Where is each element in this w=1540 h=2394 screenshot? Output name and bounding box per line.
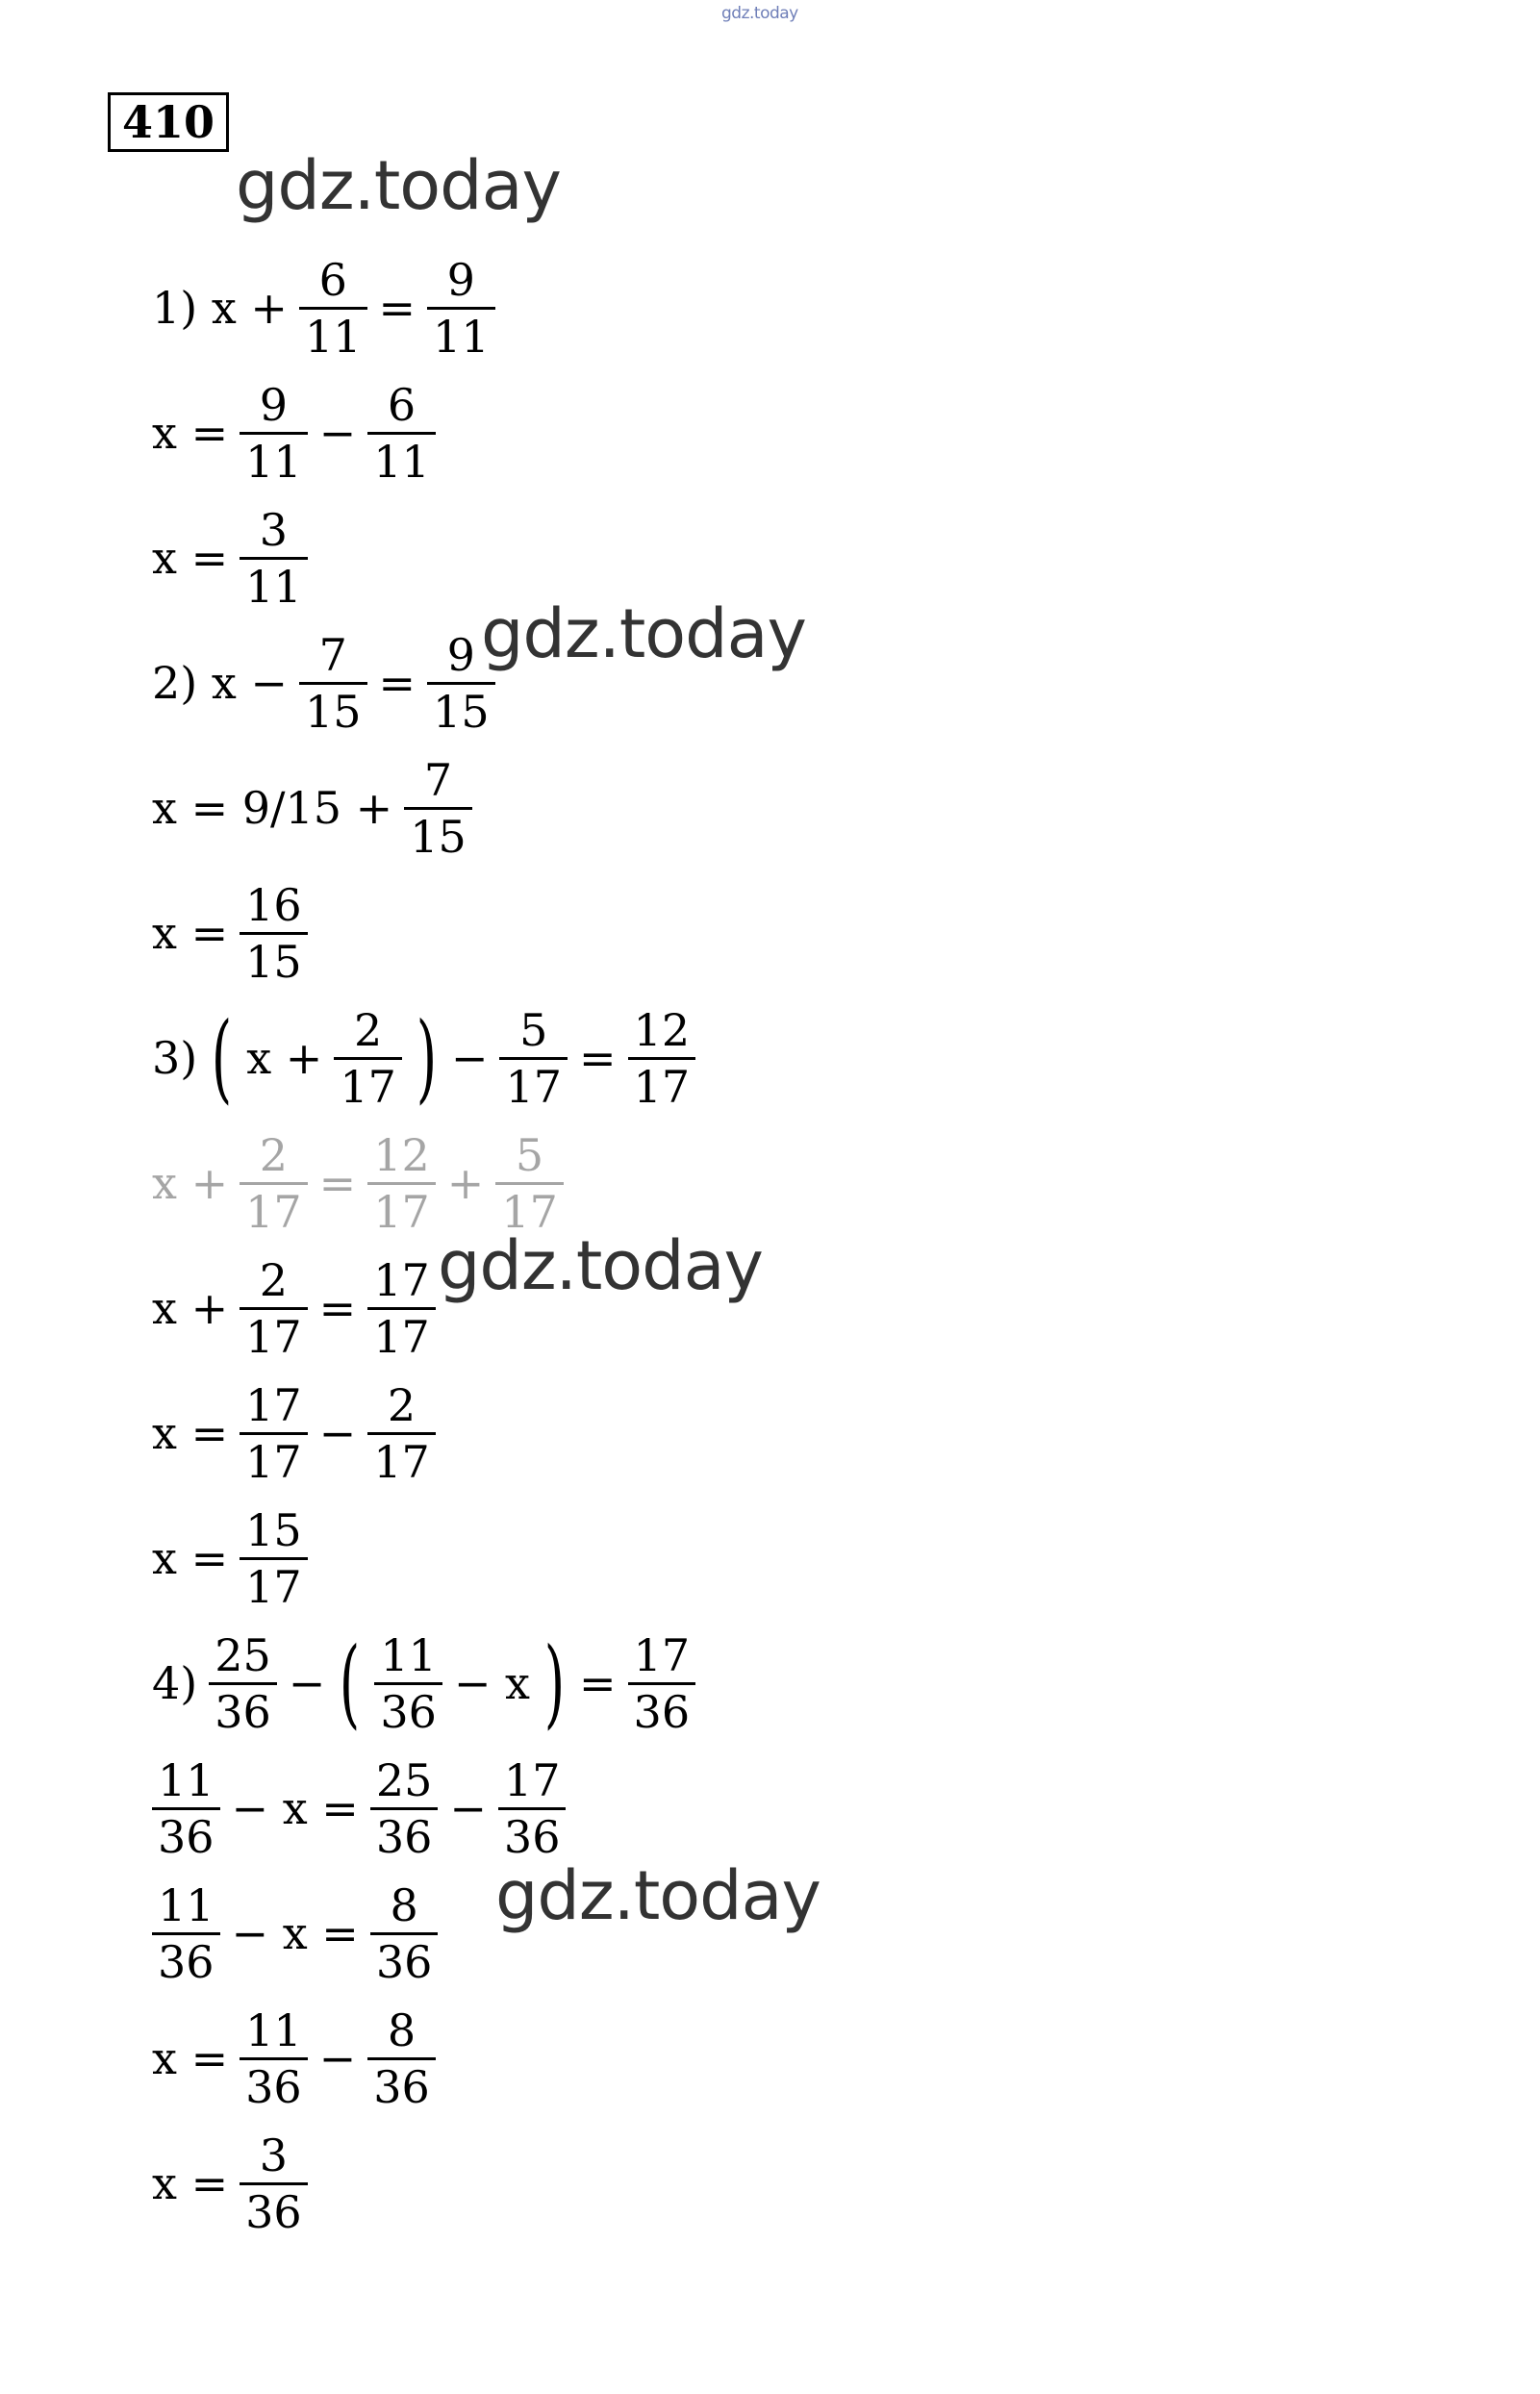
parenthesis: ) bbox=[543, 1626, 566, 1739]
equation-text: − x bbox=[453, 1657, 530, 1709]
fraction-denominator: 17 bbox=[373, 1435, 430, 1488]
fraction-denominator: 11 bbox=[304, 310, 362, 363]
fraction bbox=[367, 2005, 436, 2112]
equation-line bbox=[146, 1746, 571, 1871]
fraction-denominator: 36 bbox=[215, 1685, 271, 1738]
fraction-numerator: 9 bbox=[259, 378, 289, 431]
fraction bbox=[499, 1005, 568, 1112]
fraction-denominator: 36 bbox=[373, 2060, 430, 2113]
fraction-numerator: 11 bbox=[158, 1753, 215, 1806]
parenthesis: ) bbox=[416, 1001, 438, 1114]
fraction-denominator: 11 bbox=[433, 310, 490, 363]
equation-text: = bbox=[318, 1157, 357, 1209]
fraction-numerator: 9 bbox=[446, 628, 475, 681]
equation-line bbox=[146, 1246, 442, 1371]
equation-text: x = bbox=[152, 407, 229, 459]
fraction-numerator: 2 bbox=[259, 1253, 289, 1306]
equation-line bbox=[146, 245, 501, 370]
fraction-denominator: 17 bbox=[373, 1310, 430, 1363]
fraction bbox=[374, 1630, 442, 1737]
fraction-denominator: 11 bbox=[245, 435, 302, 488]
fraction-numerator: 5 bbox=[519, 1003, 548, 1056]
fraction-denominator: 36 bbox=[633, 1685, 691, 1738]
fraction bbox=[240, 380, 308, 487]
fraction-numerator: 12 bbox=[373, 1128, 430, 1181]
fraction-denominator: 36 bbox=[245, 2185, 302, 2238]
equation-text: − bbox=[318, 1407, 357, 1459]
equation-line bbox=[146, 1996, 442, 2121]
fraction-numerator: 12 bbox=[633, 1003, 691, 1056]
equation-text: − bbox=[449, 1782, 487, 1834]
fraction-numerator: 8 bbox=[390, 1878, 418, 1931]
fraction bbox=[152, 1755, 220, 1862]
header-watermark: gdz.today bbox=[721, 4, 798, 23]
fraction-numerator: 17 bbox=[373, 1253, 430, 1306]
fraction-denominator: 17 bbox=[501, 1185, 558, 1238]
fraction-numerator: 6 bbox=[318, 253, 347, 306]
fraction-denominator: 17 bbox=[505, 1060, 562, 1113]
equation-text: x = 9/15 + bbox=[152, 782, 393, 834]
fraction-denominator: 36 bbox=[375, 1935, 433, 1988]
parenthesis: ( bbox=[211, 1001, 233, 1114]
fraction-denominator: 15 bbox=[245, 935, 302, 988]
fraction bbox=[367, 380, 436, 487]
equation-text: = bbox=[378, 282, 417, 334]
equation-text: 3) bbox=[152, 1032, 198, 1084]
fraction-numerator: 16 bbox=[245, 878, 302, 931]
fraction bbox=[240, 1255, 308, 1362]
fraction-denominator: 15 bbox=[304, 685, 362, 738]
watermark-2: gdz.today bbox=[481, 594, 806, 673]
fraction bbox=[240, 505, 308, 612]
fraction-denominator: 15 bbox=[433, 685, 490, 738]
fraction bbox=[240, 2005, 308, 2112]
fraction bbox=[404, 755, 472, 862]
fraction-denominator: 36 bbox=[158, 1935, 215, 1988]
fraction-denominator: 17 bbox=[373, 1185, 430, 1238]
equation-text: x = bbox=[152, 532, 229, 584]
fraction bbox=[370, 1755, 439, 1862]
equation-line bbox=[146, 370, 442, 495]
equation-line bbox=[146, 1621, 701, 1746]
fraction bbox=[240, 1130, 308, 1237]
equation-text: x = bbox=[152, 2032, 229, 2084]
fraction-numerator: 9 bbox=[446, 253, 475, 306]
fraction-denominator: 17 bbox=[633, 1060, 691, 1113]
equation-text: = bbox=[378, 657, 417, 709]
fraction-numerator: 2 bbox=[387, 1378, 417, 1431]
fraction bbox=[240, 2130, 308, 2237]
fraction-numerator: 2 bbox=[353, 1003, 383, 1056]
fraction-denominator: 36 bbox=[245, 2060, 302, 2113]
fraction-denominator: 17 bbox=[245, 1310, 302, 1363]
fraction bbox=[367, 1380, 436, 1487]
fraction-denominator: 17 bbox=[245, 1185, 302, 1238]
fraction-denominator: 11 bbox=[373, 435, 430, 488]
equation-text: x + bbox=[246, 1032, 323, 1084]
equation-line bbox=[146, 2121, 314, 2246]
watermark-3: gdz.today bbox=[438, 1226, 763, 1305]
fraction bbox=[299, 630, 367, 737]
equation-text: − bbox=[318, 407, 357, 459]
watermark-1: gdz.today bbox=[236, 146, 561, 225]
fraction-numerator: 3 bbox=[259, 503, 289, 556]
fraction-numerator: 6 bbox=[387, 378, 417, 431]
equation-line bbox=[146, 620, 501, 745]
equation-text: + bbox=[446, 1157, 485, 1209]
fraction bbox=[498, 1755, 567, 1862]
equation-line bbox=[146, 995, 701, 1121]
fraction bbox=[209, 1630, 277, 1737]
fraction-numerator: 17 bbox=[245, 1378, 302, 1431]
fraction bbox=[240, 1505, 308, 1612]
equation-text: x = bbox=[152, 1532, 229, 1584]
fraction-denominator: 36 bbox=[380, 1685, 437, 1738]
equation-text: − bbox=[318, 2032, 357, 2084]
fraction bbox=[334, 1005, 402, 1112]
fraction-denominator: 11 bbox=[245, 560, 302, 613]
fraction-numerator: 3 bbox=[259, 2129, 289, 2181]
equation-line bbox=[146, 1496, 314, 1621]
fraction-numerator: 5 bbox=[515, 1128, 544, 1181]
equation-text: 2) x − bbox=[152, 657, 288, 709]
equation-text: − bbox=[288, 1657, 326, 1709]
equation-text: 1) x + bbox=[152, 282, 288, 334]
fraction bbox=[240, 880, 308, 987]
fraction bbox=[299, 255, 367, 362]
fraction-denominator: 36 bbox=[375, 1810, 433, 1863]
fraction-numerator: 17 bbox=[633, 1628, 691, 1681]
fraction-numerator: 25 bbox=[375, 1753, 433, 1806]
watermark-4: gdz.today bbox=[495, 1856, 820, 1935]
fraction-numerator: 25 bbox=[215, 1628, 271, 1681]
equation-text: x = bbox=[152, 907, 229, 959]
equation-text: = bbox=[579, 1032, 617, 1084]
equation-line bbox=[146, 1371, 442, 1496]
fraction-numerator: 8 bbox=[387, 2003, 417, 2056]
equation-text: − bbox=[450, 1032, 489, 1084]
equation-text: 4) bbox=[152, 1657, 198, 1709]
fraction-numerator: 17 bbox=[503, 1753, 561, 1806]
equation-line bbox=[146, 495, 314, 620]
fraction-numerator: 11 bbox=[158, 1878, 215, 1931]
fraction-denominator: 36 bbox=[503, 1810, 561, 1863]
fraction-denominator: 15 bbox=[410, 810, 467, 863]
fraction bbox=[367, 1130, 436, 1237]
equation-text: − x = bbox=[231, 1907, 359, 1959]
equation-text: = bbox=[318, 1282, 357, 1334]
equation-text: x + bbox=[152, 1157, 229, 1209]
fraction bbox=[152, 1880, 220, 1987]
fraction bbox=[628, 1630, 696, 1737]
fraction-numerator: 11 bbox=[380, 1628, 437, 1681]
problem-number-box: 410 bbox=[108, 92, 229, 152]
fraction-numerator: 2 bbox=[259, 1128, 289, 1181]
fraction-denominator: 36 bbox=[158, 1810, 215, 1863]
fraction-numerator: 11 bbox=[245, 2003, 302, 2056]
fraction bbox=[367, 1255, 436, 1362]
fraction-numerator: 15 bbox=[245, 1503, 302, 1556]
fraction bbox=[370, 1880, 439, 1987]
equation-line bbox=[146, 745, 478, 870]
fraction-numerator: 7 bbox=[318, 628, 347, 681]
fraction bbox=[240, 1380, 308, 1487]
parenthesis: ( bbox=[340, 1626, 361, 1739]
equation-text: x = bbox=[152, 2157, 229, 2209]
fraction-denominator: 17 bbox=[245, 1435, 302, 1488]
fraction-denominator: 17 bbox=[245, 1560, 302, 1613]
fraction bbox=[628, 1005, 696, 1112]
fraction-denominator: 17 bbox=[340, 1060, 396, 1113]
equation-text: x = bbox=[152, 1407, 229, 1459]
fraction-numerator: 7 bbox=[423, 753, 453, 806]
equation-text: x + bbox=[152, 1282, 229, 1334]
equation-line bbox=[146, 870, 314, 995]
equation-text: = bbox=[579, 1657, 617, 1709]
equation-text: − x = bbox=[231, 1782, 359, 1834]
fraction bbox=[427, 255, 495, 362]
fraction bbox=[495, 1130, 564, 1237]
equation-line bbox=[146, 1871, 443, 1996]
